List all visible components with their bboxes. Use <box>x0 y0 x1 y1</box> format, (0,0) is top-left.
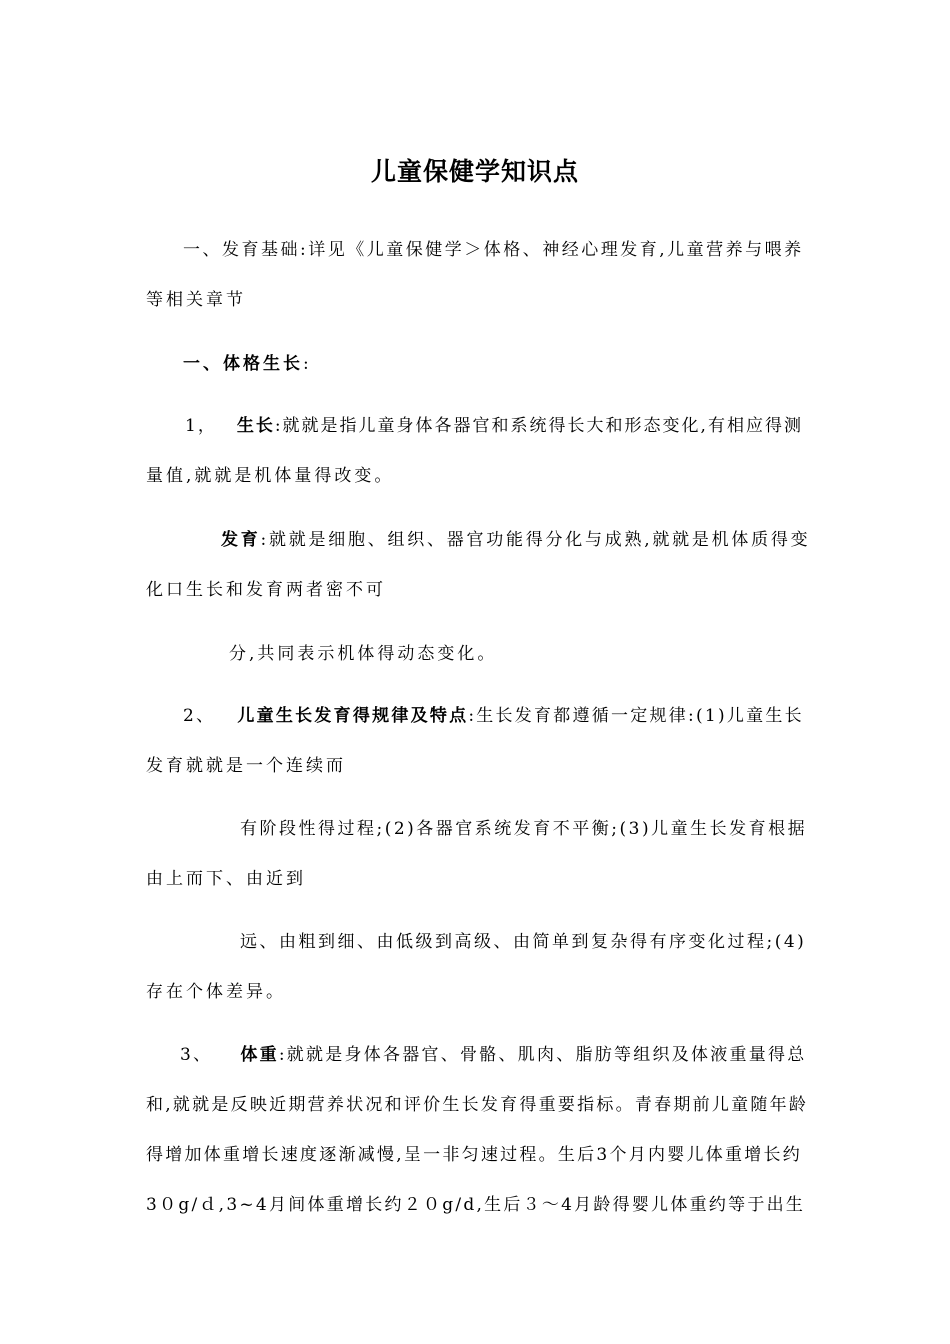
para-2-text: :生长发育都遵循一定规律:(1)儿童生长 <box>468 706 804 726</box>
section-heading <box>183 352 312 376</box>
para-2-line-6: 存在个体差异。 <box>146 982 286 1002</box>
para-1b-line-1 <box>221 528 810 552</box>
page-title: 儿童保健学知识点 <box>370 157 579 186</box>
para-3-term: 体重 <box>240 1045 279 1065</box>
para-1-term: 生长 <box>236 416 275 436</box>
para-2-line-2: 发育就就是一个连续而 <box>146 756 346 776</box>
para-3-line-4: 3０g/ｄ,3~4月间体重增长约２０g/d,生后３～4月龄得婴儿体重约等于出生 <box>146 1195 806 1215</box>
section-heading-text: 一、体格生长 <box>183 354 303 374</box>
para-2-term: 儿童生长发育得规律及特点 <box>237 706 469 726</box>
para-2-line-4: 由上而下、由近到 <box>146 869 306 889</box>
para-3-text: :就就是身体各器官、骨骼、肌肉、脂肪等组织及体液重量得总 <box>278 1045 807 1065</box>
para-1b-line-2: 化口生长和发育两者密不可 <box>146 580 386 600</box>
intro-line-1: 一、发育基础:详见《儿童保健学＞体格、神经心理发育,儿童营养与喂养 <box>183 240 804 260</box>
para-3-line-1 <box>180 1043 807 1067</box>
para-3-line-2: 和,就就是反映近期营养状况和评价生长发育得重要指标。青春期前儿童随年龄 <box>146 1095 809 1115</box>
para-2-line-3: 有阶段性得过程;(2)各器官系统发育不平衡;(3)儿童生长发育根据 <box>240 819 808 839</box>
para-1-line-1 <box>185 414 803 438</box>
para-1-line-2: 量值,就就是机体量得改变。 <box>146 466 395 486</box>
para-2-line-1 <box>183 704 804 728</box>
intro-line-2: 等相关章节 <box>146 290 246 310</box>
para-1b-term: 发育 <box>221 530 261 550</box>
para-1b-line-3: 分,共同表示机体得动态变化。 <box>229 644 498 664</box>
para-2-line-5: 远、由粗到细、由低级到高级、由简单到复杂得有序变化过程;(4) <box>240 932 807 952</box>
para-1-text: :就就是指儿童身体各器官和系统得长大和形态变化,有相应得测 <box>274 416 803 436</box>
para-1b-text: :就就是细胞、组织、器官功能得分化与成熟,就就是机体质得变 <box>260 530 811 550</box>
para-1-number: 1， <box>185 416 217 436</box>
para-3-number: 3、 <box>180 1045 213 1065</box>
para-2-number: 2、 <box>183 706 216 726</box>
para-3-line-3: 得增加体重增长速度逐渐减慢,呈一非匀速过程。生后3个月内婴儿体重增长约 <box>146 1145 802 1165</box>
section-heading-colon: : <box>303 354 312 374</box>
